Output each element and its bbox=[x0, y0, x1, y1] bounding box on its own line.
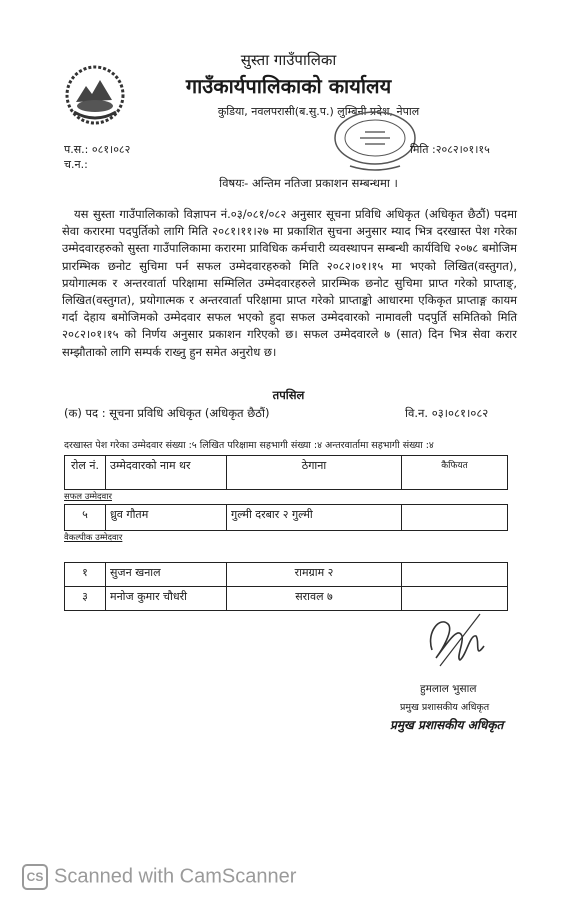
alternates-table bbox=[64, 562, 508, 611]
office-name: गाउँकार्यपालिकाको कार्यालय bbox=[185, 74, 392, 98]
signature-icon bbox=[418, 606, 494, 682]
stats-line: दरखास्त पेश गरेका उम्मेदवार संख्या :५ लिखित परिक्षामा सहभागी संख्या :४ अन्तरवार्तामा सहभागी संख्या :४ bbox=[64, 440, 434, 451]
remarks-cell bbox=[402, 563, 508, 587]
name-header: उम्मेदवारको नाम थर bbox=[106, 456, 227, 490]
post-line: (क) पद : सूचना प्रविधि अधिकृत (अधिकृत छैठौं) bbox=[64, 406, 270, 420]
subject-line: विषयः- अन्तिम नतिजा प्रकाशन सम्बन्धमा । bbox=[219, 176, 398, 190]
candidates-table-header bbox=[64, 455, 508, 490]
alternate-label: वैकल्पीक उम्मेदवार bbox=[64, 533, 123, 543]
signatory-title: प्रमुख प्रशासकीय अधिकृत bbox=[400, 702, 490, 713]
dispatch-number: च.न.: bbox=[64, 158, 88, 171]
roll-cell: ३ bbox=[65, 587, 106, 611]
camscanner-logo-icon: CS bbox=[22, 864, 48, 890]
name-cell: मनोज कुमार चौधरी bbox=[106, 587, 227, 611]
successful-table bbox=[64, 504, 508, 531]
address-header: ठेगाना bbox=[227, 456, 402, 490]
name-cell: ध्रुव गौतम bbox=[106, 505, 227, 531]
table-row bbox=[65, 563, 508, 587]
remarks-header: कैफियत bbox=[402, 456, 508, 490]
signatory-stamp-title: प्रमुख प्रशासकीय अधिकृत bbox=[390, 718, 504, 732]
address-cell: गुल्मी दरबार २ गुल्मी bbox=[227, 505, 402, 531]
signatory-name: हुमलाल भुसाल bbox=[420, 683, 477, 695]
table-row bbox=[65, 505, 508, 531]
address-cell: सरावल ७ bbox=[227, 587, 402, 611]
watermark-text: Scanned with CamScanner bbox=[54, 865, 297, 888]
ad-number: वि.न. ०३।०८१।०८२ bbox=[405, 406, 489, 420]
letter-date: मिति :२०८२।०१।१५ bbox=[410, 143, 490, 156]
camscanner-watermark bbox=[22, 864, 296, 890]
successful-label: सफल उम्मेदवार bbox=[64, 492, 112, 502]
notice-paragraph: यस सुस्ता गाउँपालिकाको विज्ञापन नं.०३/०८१/०८२ अनुसार सूचना प्रविधि अधिकृत (अधिकृत छैठौं) पदमा सेवा करारमा पदपुर्तिको लागि मिति २०८१।११।२७ मा प्रकाशित सुचना अनुसार म्याद भित्र दरखास्त पेश गरेका उम्मेदवारहरुको सुस्ता गाउँपालिकामा करारमा प्राविधिक कर्मचारी व्यवस्थापन सम्बन्धी कार्यविधि २०७८ बमोजिम प्रारम्भिक छनोट सुचिमा पर्न सफल उम्मेदवारहरुको मिति २०८२।०१।१५ मा भएको लिखित(वस्तुगत), प्रयोगात्मक र अन्तरवार्ता परिक्षामा सम्मिलित उम्मेदवारहरुले प्रारम्भिक छनोट सुचिमा प्राप्त गरेको प्राप्ताङ्, लिखित(वस्तुगत), प्रयोगात्मक र अन्तरवार्ता परिक्षामा प्राप्त गरेको प्राप्ताङ्को आधारमा एकिकृत प्राप्ताङ्ग कायम गर्दा देहाय बमोजिमको उम्मेदवार सफल भएको हुदा सफल उम्मेदवारको नामावली पदपुर्ति समितिको मिति २०८२।०१।१५ को निर्णय अनुसार प्रकाशन गरिएको छ। सफल उम्मेदवारले ७ (सात) दिन भित्र सेवा करार सम्झौताको लागि सम्पर्क राख्नु हुन समेत अनुरोध छ। bbox=[62, 207, 517, 359]
name-cell: सुजन खनाल bbox=[106, 563, 227, 587]
roll-cell: ५ bbox=[65, 505, 106, 531]
office-address: कुडिया, नवलपरासी(ब.सु.प.) लुम्बिनी प्रदेश, नेपाल bbox=[217, 105, 420, 118]
roll-cell: १ bbox=[65, 563, 106, 587]
tapsil-heading: तपसिल bbox=[272, 388, 305, 402]
remarks-cell bbox=[402, 505, 508, 531]
office-stamp-icon bbox=[330, 110, 420, 174]
reference-number: प.स.: ०८१।०८२ bbox=[64, 143, 131, 156]
roll-header: रोल नं. bbox=[65, 456, 106, 490]
address-cell: रामग्राम २ bbox=[227, 563, 402, 587]
municipality-name: सुस्ता गाउँपालिका bbox=[240, 51, 337, 69]
